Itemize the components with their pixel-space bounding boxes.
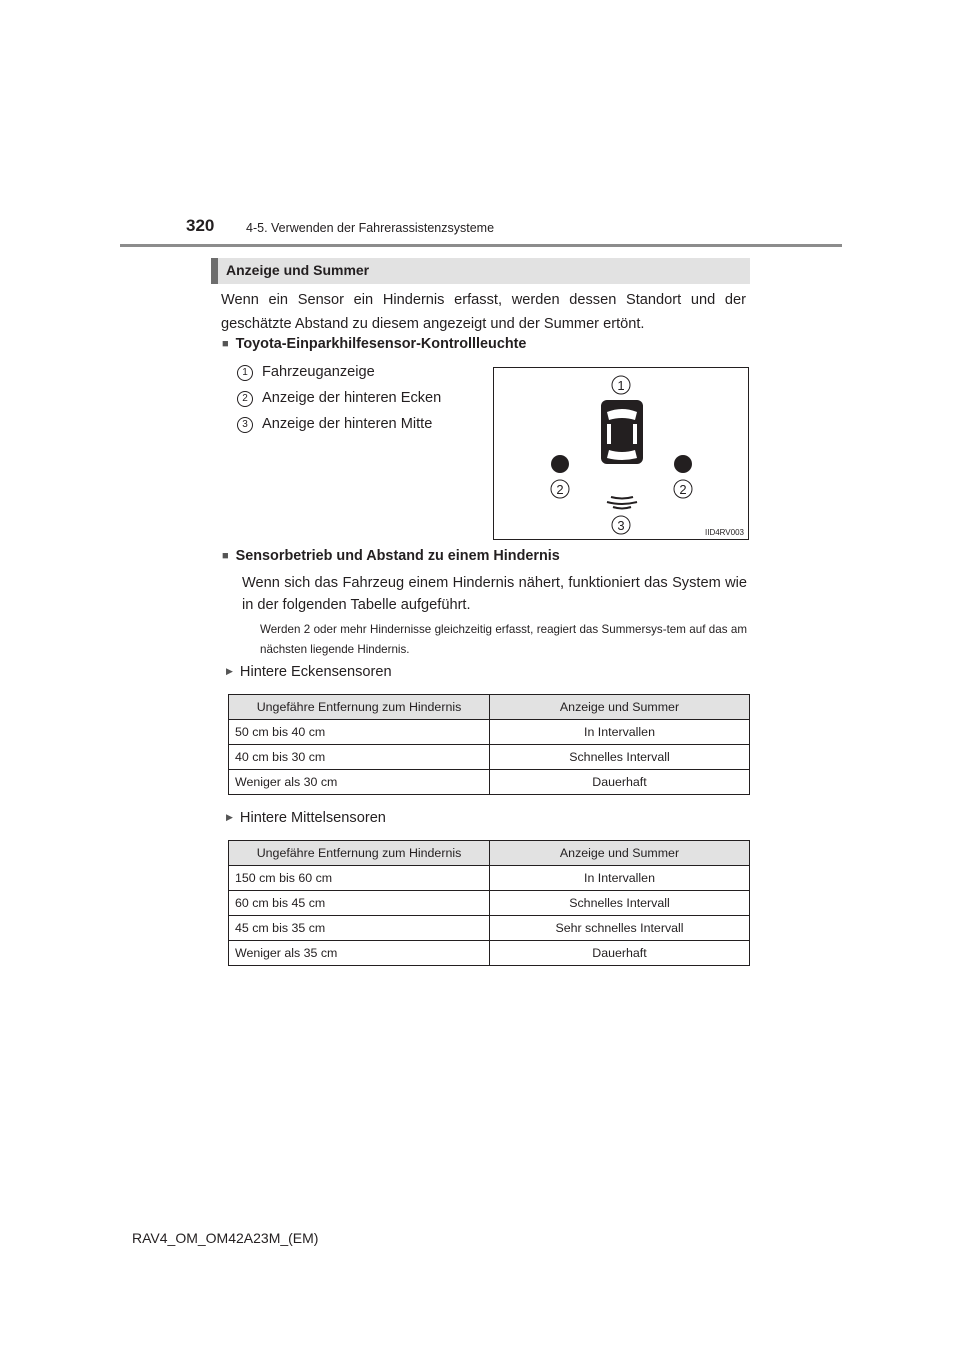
table-cell: In Intervallen [490,720,750,745]
callout-label: 2 [679,482,687,497]
table-cell: Sehr schnelles Intervall [490,916,750,941]
callout-label: 1 [617,378,625,393]
table-cell: 45 cm bis 35 cm [229,916,490,941]
rear-corner-indicator-left [551,455,569,473]
document-code: RAV4_OM_OM42A23M_(EM) [132,1230,319,1246]
table-row [229,770,750,795]
operation-note: Werden 2 oder mehr Hindernisse gleichzeitig erfasst, reagiert das Summersys-tem auf das am nächsten liegende Hindernis. [260,623,747,656]
table-row [229,720,750,745]
corner-sensors-table [228,694,750,795]
page-number: 320 [186,216,215,235]
table-cell: 60 cm bis 45 cm [229,891,490,916]
table-header-row [229,841,750,866]
callout-number: 3 [237,417,253,433]
table-row [229,745,750,770]
rear-center-indicator-icon [607,497,637,509]
table-cell: Dauerhaft [490,770,750,795]
table-cell: 50 cm bis 40 cm [229,720,490,745]
legend-label: Anzeige der hinteren Mitte [262,416,433,432]
center-sensors-table [228,840,750,966]
figure-code: IID4RV003 [705,528,744,537]
table-cell: Schnelles Intervall [490,891,750,916]
indicator-heading: ■ Toyota-Einparkhilfesensor-Kontrollleuchte [222,336,526,352]
corner-sensors-heading: ▶ Hintere Eckensensoren [226,664,392,680]
table-cell: Weniger als 35 cm [229,941,490,966]
table-cell: Dauerhaft [490,941,750,966]
center-sensors-heading: ▶ Hintere Mittelsensoren [226,810,386,826]
column-header: Ungefähre Entfernung zum Hindernis [229,695,490,720]
legend-label: Fahrzeuganzeige [262,364,375,380]
column-header: Anzeige und Summer [490,841,750,866]
legend-item [237,416,432,433]
callout-label: 2 [556,482,564,497]
legend-item [237,390,441,407]
column-header: Ungefähre Entfernung zum Hindernis [229,841,490,866]
table-cell: Schnelles Intervall [490,745,750,770]
table-cell: Weniger als 30 cm [229,770,490,795]
section-title: 4-5. Verwenden der Fahrerassistenzsysteme [246,221,495,235]
legend-label: Anzeige der hinteren Ecken [262,390,442,406]
legend-item [237,364,375,381]
indicator-figure [493,367,749,540]
table-header-row [229,695,750,720]
vehicle-icon [601,400,643,464]
table-row [229,916,750,941]
table-cell: 40 cm bis 30 cm [229,745,490,770]
section-heading [211,258,750,284]
table-cell: In Intervallen [490,866,750,891]
callout-number: 2 [237,391,253,407]
intro-paragraph: Wenn ein Sensor ein Hindernis erfasst, werden dessen Standort und der geschätzte Abstand zu diesem angezeigt und der Summer ertönt. [221,292,746,332]
rear-corner-indicator-right [674,455,692,473]
table-row [229,941,750,966]
indicator-illustration [494,368,748,539]
operation-heading: ■ Sensorbetrieb und Abstand zu einem Hindernis [222,548,560,564]
operation-paragraph: Wenn sich das Fahrzeug einem Hindernis nähert, funktioniert das System wie in der folgenden Tabelle aufgeführt. [242,575,747,613]
callout-number: 1 [237,365,253,381]
table-row [229,866,750,891]
table-cell: 150 cm bis 60 cm [229,866,490,891]
table-row [229,891,750,916]
callout-label: 3 [617,518,625,533]
header-rule [120,244,842,247]
section-heading-text: Anzeige und Summer [226,262,370,278]
column-header: Anzeige und Summer [490,695,750,720]
